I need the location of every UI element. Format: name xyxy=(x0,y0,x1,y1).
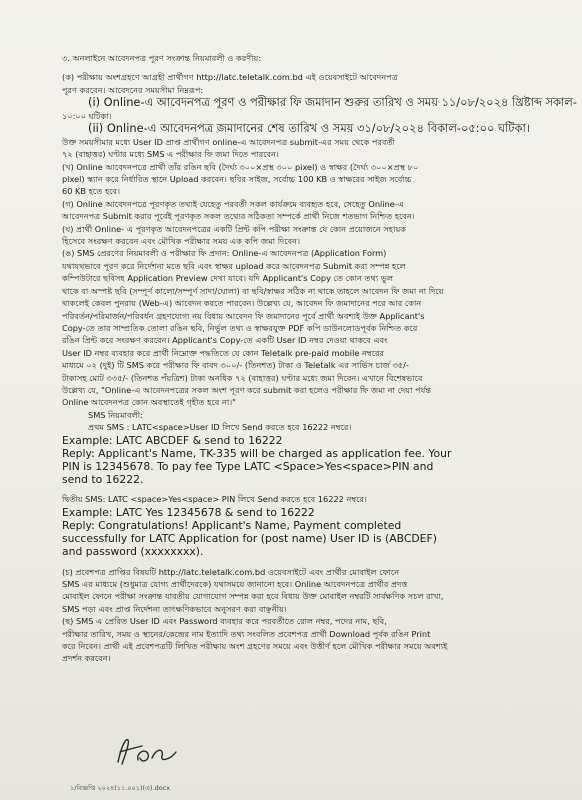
para-ka-ii: (ii) Online-এ আবেদনপত্র জমাদানের শেষ তারিখ ও সময় ৩১/০৮/২০২৪ বিকাল-০৫:০০ ঘটিকা। xyxy=(88,121,530,136)
sms-second-instruction: দ্বিতীয় SMS: LATC <space>Yes<space> PIN লিখে Send করতে হবে 16222 নম্বরে। xyxy=(62,494,367,505)
sms-first-reply-line-2: PIN is 12345678. To pay fee Type LATC <Space>Yes<space>PIN and xyxy=(62,459,434,473)
para-uma-line-8: রঙিন প্রিন্ট করে সংরক্ষণ করবেন। Applicant's Copy-তে একটি User ID নম্বর দেওয়া থাকবে এবং xyxy=(62,335,388,346)
para-gha-line-2: হিসেবে সংরক্ষণ করবেন এবং মৌখিক পরীক্ষার সময় এক কপি জমা দিবেন। xyxy=(62,236,300,247)
sms-second-reply-line-2: successfully for LATC Application for (post name) User ID is (ABCDEF) xyxy=(62,532,437,546)
para-kha-line-3: 60 KB হতে হবে। xyxy=(62,186,121,197)
section-heading: ৩. অনলাইনে আবেদনপত্র পূরণ সংক্রান্ত নিয়মাবলী ও করণীয়: xyxy=(62,53,262,63)
para-uma-line-6: পরিবর্তন/পরিমার্জন/পরিবর্ধন গ্রহণযোগ্য নয় বিধায় আবেদন ফি জমাদানের পূর্বে প্রার্থী অবশ্যই উক্ত Applicant's xyxy=(62,310,425,321)
para-cha-line-1: (ছ) SMS এ প্রেরিত User ID এবং Password ব্যবহার করে পরবর্তীতে রোল নম্বর, পদের নাম, ছবি, xyxy=(62,616,387,627)
para-uma-line-7: Copy-তে তার সাম্প্রতিক তোলা রঙিন ছবি, নির্ভুল তথ্য ও স্বাক্ষরযুক্ত PDF কপি ডাউনলোডপূর্বক নিশ্চিত করে xyxy=(62,322,418,333)
para-ca-line-3: মোবাইল ফোনে পরীক্ষা সংক্রান্ত যাবতীয় যোগাযোগ সম্পন্ন করা হবে বিধায় উক্ত মোবাইল নম্বরটি সার্বক্ষণিক সচল রাখা, xyxy=(62,591,444,602)
sms-first-instruction: প্রথম SMS : LATC<space>User ID লিখে Send করতে হবে 16222 নম্বরে। xyxy=(88,422,352,433)
file-reference: ১/বিজ্ঞপ্তি ২০২৪(১১.০০১)(এ).docx xyxy=(70,784,171,792)
para-uma-line-5: থাকলেই কেবল পুনরায় (Web-এ) আবেদন করতে পারবেন। উল্লেখ্য যে, আবেদন ফি জমাদানের পরে আর কোন xyxy=(62,298,422,309)
para-gha-line-1: (ঘ) প্রার্থী Online- এ পূরণকৃত আবেদনপত্রের একটি প্রিন্ট কপি পরীক্ষা সংক্রান্ত যে কোন প্রয়োজনে সহায়ক xyxy=(62,223,407,234)
para-cha-line-4: প্রদর্শন করবেন। xyxy=(62,653,111,664)
para-ka-i-line-2: ১০:০০ ঘটিকা। xyxy=(62,110,112,121)
para-uma-line-4: থাকে বা অস্পষ্ট ছবি (সম্পূর্ণ কালো/সম্পূর্ণ সাদা/ঘোলা) বা ছবি/স্বাক্ষর সঠিক না থাকে তাহলে আবেদন ফি জমা না দিয়ে xyxy=(62,285,444,296)
para-ka-i-line-1: (i) Online-এ আবেদনপত্র পূরণ ও পরীক্ষার ফি জমাদান শুরুর তারিখ ও সময় ১১/০৮/২০২৪ খ্রিষ্টাব্দ সকাল- xyxy=(88,95,577,110)
para-uma-line-11: টাকাসহ মোট ৩৩৫/- (তিনশত পঁয়ত্রিশ) টাকা অনধিক ৭২ (বাহাত্তর) ঘণ্টার মধ্যে জমা দিবেন। এখানে বিশেষভাবে xyxy=(62,372,423,383)
para-ca-line-2: SMS এর মাধ্যমে (শুধুমাত্র যোগ্য প্রার্থীদেরকে) যথাসময়ে জানানো হবে। Online আবেদনপত্রে প্রার্থীর প্রদত্ত xyxy=(62,579,408,589)
para-ka-note-line-2: ৭২ (বাহাত্তর) ঘণ্টার মধ্যে SMS এ পরীক্ষার ফি জমা দিতে পারবেন। xyxy=(62,149,279,160)
para-ca-line-1: (চ) প্রবেশপত্র প্রাপ্তির বিষয়টি http://latc.teletalk.com.bd ওয়েবসাইটে এবং প্রার্থীর মোবাইল ফোনে xyxy=(62,566,400,577)
sms-first-example: Example: LATC ABCDEF & send to 16222 xyxy=(62,433,283,447)
para-kha-line-2: pixel) স্ক্যান করে নির্ধারিত স্থানে Upload করবেন। ছবির সাইজ, সর্বোচ্চ 100 KB ও স্বাক্ষরের সাইজ সর্বোচ্চ xyxy=(62,174,412,185)
para-uma-line-10: মাধ্যমে ০২ (দুই) টি SMS করে পরীক্ষার ফি বাবদ ৩০০/- (তিনশত) টাকা ও Teletalk এর সার্ভিস চার্জ ৩৫/- xyxy=(62,360,409,371)
para-ka-line-2: পূরণ করবেন। আবেদনের সময়সীমা নিম্নরূপ: xyxy=(62,84,204,95)
para-cha-line-2: পরীক্ষার তারিখ, সময় ও স্থানের/কেন্দ্রের নাম ইত্যাদি তথ্য সংবলিত প্রবেশপত্র প্রার্থী Download পূর্বক রঙিন Print xyxy=(62,628,431,639)
para-uma-line-13: Online আবেদনপত্র কোন অবস্থাতেই গৃহীত হবে না।" xyxy=(62,397,236,408)
para-kha-line-1: (খ) Online আবেদনপত্রে প্রার্থী তাঁর রঙিন ছবি (দৈর্ঘ্য ৩০০×প্রস্থ ৩০০ pixel) ও স্বাক্ষর (দৈর্ঘ্য ৩০০×প্রস্থ ৮০ xyxy=(62,161,419,172)
para-ca-line-4: SMS পড়া এবং প্রাপ্ত নির্দেশনা তাৎক্ষণিকভাবে অনুসরণ করা বাঞ্ছনীয়। xyxy=(62,603,287,614)
para-uma-line-9: User ID নম্বর ব্যবহার করে প্রার্থী নিম্নোক্ত পদ্ধতিতে যে কোন Teletalk pre-paid mobile নম্বরের xyxy=(62,347,384,358)
para-uma-line-1: (ঙ) SMS প্রেরণের নিয়মাবলী ও পরীক্ষার ফি প্রদান: Online-এ আবেদনপত্র (Application Form) xyxy=(62,248,387,259)
para-cha-line-3: করে নিবেন। প্রার্থী এই প্রবেশপত্রটি লিখিত পরীক্ষায় অংশ গ্রহণের সময়ে এবং উত্তীর্ণ হলে মৌখিক পরীক্ষার সময়ে অবশ্যই xyxy=(62,641,448,652)
para-uma-line-12: উল্লেখ্য যে, "Online-এ আবেদনপত্রের সকল অংশ পূরণ করে submit করা হলেও পরীক্ষার ফি জমা না দেয়া পর্যন্ত xyxy=(62,384,431,395)
sms-rules-heading: SMS নিয়মাবলী: xyxy=(88,409,143,420)
para-ga-line-2: আবেদনপত্র Submit করার পূর্বেই পূরণকৃত সকল তথ্যের সঠিকতা সম্পর্কে প্রার্থী নিজে শতভাগ নিশ্চিত হবেন। xyxy=(62,211,415,222)
para-ka-line-1: (ক) পরীক্ষায় অংশগ্রহণে আগ্রহী প্রার্থীগণ http://latc.teletalk.com.bd এই ওয়েবসাইটে আবেদনপত্র xyxy=(62,72,398,83)
sms-first-reply-line-3: send to 16222. xyxy=(62,473,144,487)
para-uma-line-3: কম্পিউটারে ছবিসহ Application Preview দেখা যাবে। যদি Applicant's Copy তে কোন তথ্য ভুল xyxy=(62,273,394,284)
sms-second-reply-line-1: Reply: Congratulations! Applicant's Name, Payment completed xyxy=(62,518,402,532)
para-ga-line-1: (গ) Online আবেদনপত্রে পূরণকৃত তথ্যই যেহেতু পরবর্তী সকল কার্যক্রমে ব্যবহৃত হবে, সেহেতু Online-এ xyxy=(62,198,404,209)
para-uma-line-2: যথাযথভাবে পূরণ করে নির্দেশনা মতে ছবি এবং স্বাক্ষর upload করে আবেদনপত্র Submit করা সম্পন্ন হলে xyxy=(62,260,406,271)
handwritten-signature xyxy=(112,734,182,768)
para-ka-note-line-1: উক্ত সময়সীমার মধ্যে User ID প্রাপ্ত প্রার্থীগণ online-এ আবেদনপত্র submit-এর সময় থেকে পরবর্তী xyxy=(62,136,395,147)
sms-second-example: Example: LATC Yes 12345678 & send to 16222 xyxy=(62,505,315,519)
sms-first-reply-line-1: Reply: Applicant's Name, TK-335 will be charged as application fee. Your xyxy=(62,446,452,460)
sms-second-reply-line-3: and password (xxxxxxxx). xyxy=(62,545,204,559)
